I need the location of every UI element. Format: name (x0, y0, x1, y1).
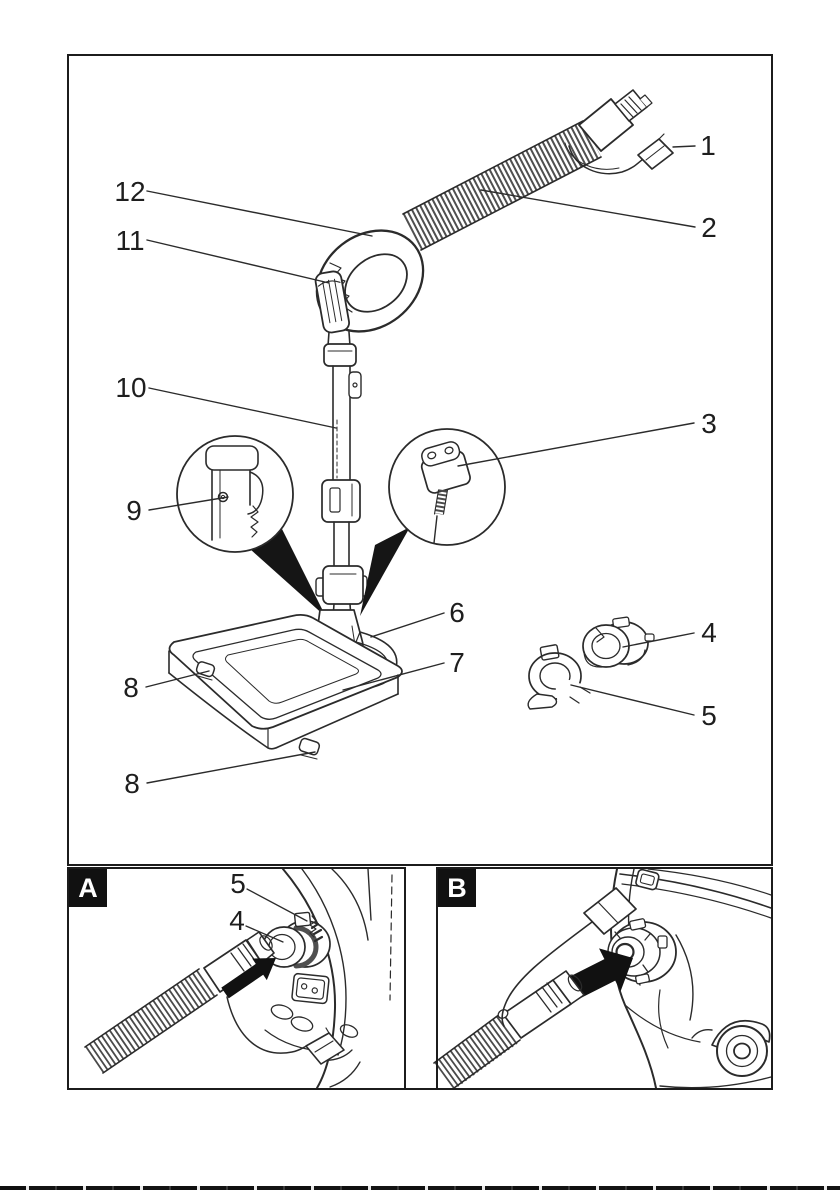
panel-a-frame (67, 867, 406, 1090)
panel-a-callout-5: 5 (230, 868, 246, 899)
callout-5: 5 (701, 700, 717, 731)
callout-8-left: 8 (123, 672, 139, 703)
scan-artifact-line (0, 1186, 840, 1190)
panel-a-callout-4: 4 (229, 905, 245, 936)
callout-4: 4 (701, 617, 717, 648)
callout-3: 3 (701, 408, 717, 439)
callout-10: 10 (115, 372, 147, 403)
parts-diagram-frame (67, 54, 773, 866)
callout-2: 2 (701, 212, 717, 243)
callout-12: 12 (114, 176, 146, 207)
callout-7: 7 (449, 647, 465, 678)
callout-11: 11 (115, 225, 145, 256)
callout-1: 1 (700, 130, 716, 161)
callout-9: 9 (126, 495, 142, 526)
panel-b-badge: B (438, 869, 476, 907)
callout-6: 6 (449, 597, 465, 628)
callout-8-bottom: 8 (124, 768, 140, 799)
panel-a-badge: A (69, 869, 107, 907)
panel-bottom-connector (404, 1088, 438, 1090)
panel-b-frame (436, 867, 773, 1090)
